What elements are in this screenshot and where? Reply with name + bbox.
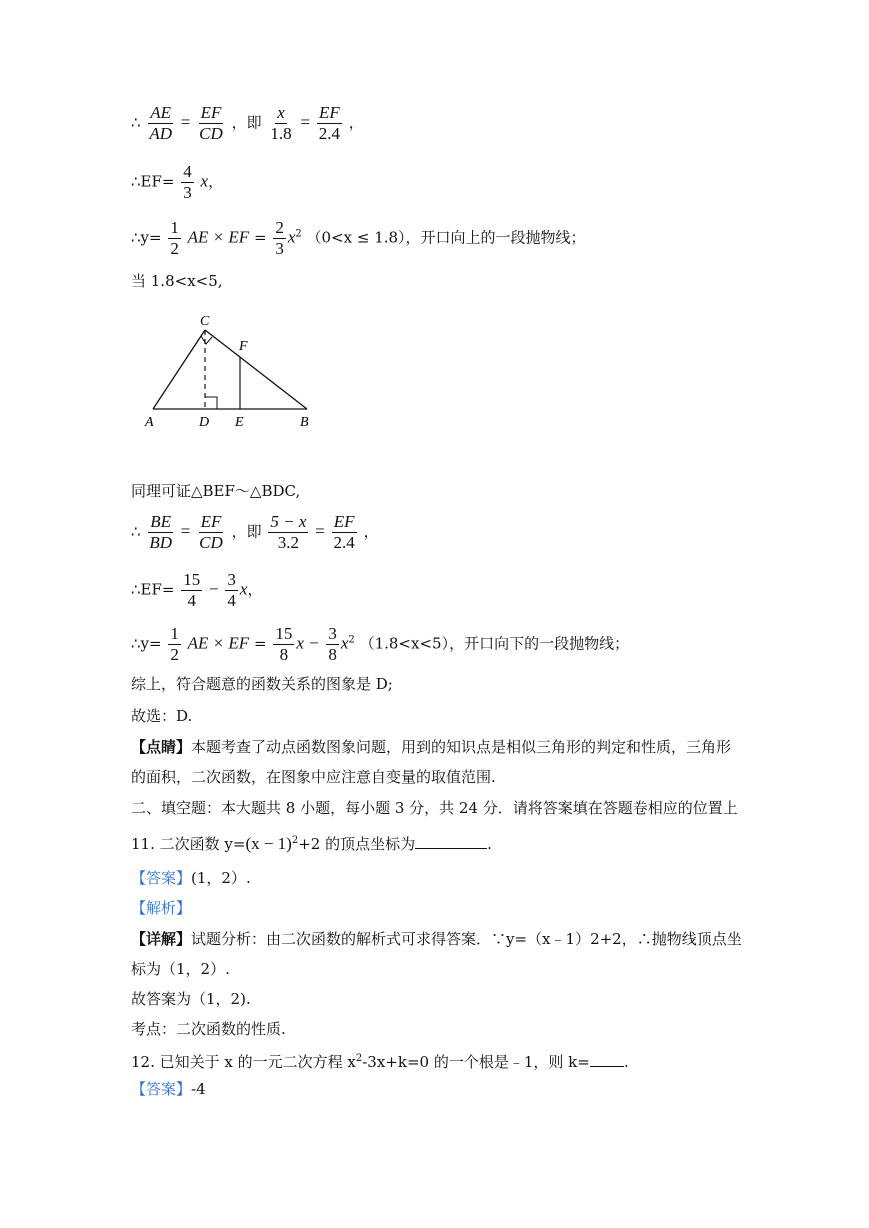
fraction-15-8: $\frac{15}{8}$ bbox=[275, 624, 293, 664]
fraction-1-2: $\frac{1}{2}$ bbox=[170, 218, 179, 258]
fraction-ef-2-4-b: $\frac{EF}{2.4}$ bbox=[333, 512, 355, 552]
fraction-2-3: $\frac{2}{3}$ bbox=[275, 218, 284, 258]
question-11: 11. 二次函数 $y=(x - 1)^2+2$ 的顶点坐标为 . bbox=[131, 834, 492, 853]
proof-line-7: ∴EF= $\frac{15}{4}$ − $\frac{3}{4}$ x， bbox=[131, 570, 263, 610]
fraction-ef-cd: $\frac{EF}{CD}$ bbox=[199, 103, 223, 143]
label-b: B bbox=[300, 415, 309, 430]
label-f: F bbox=[239, 339, 248, 354]
detail-line-4: 考点：二次函数的性质. bbox=[131, 1020, 286, 1038]
fraction-3-8: $\frac{3}{8}$ bbox=[328, 624, 337, 664]
fraction-x-1-8: $\frac{x}{1.8}$ bbox=[270, 103, 292, 143]
label-a: A bbox=[145, 415, 154, 430]
label-d: D bbox=[199, 415, 210, 430]
fraction-ef-cd-2: $\frac{EF}{CD}$ bbox=[199, 512, 223, 552]
fraction-15-4: $\frac{15}{4}$ bbox=[183, 570, 201, 610]
analysis-tag-line bbox=[131, 898, 191, 918]
answer-11: 【答案】(1，2）. bbox=[131, 869, 251, 887]
fraction-5-x-3-2: $\frac{5 - x}{3.2}$ bbox=[270, 512, 307, 552]
label-e: E bbox=[235, 415, 244, 430]
comment-line-1: 【点睛】本题考查了动点函数图象问题，用到的知识点是相似三角形的判定和性质，三角形 bbox=[131, 738, 732, 756]
question-12: 12. 已知关于 x 的一元二次方程 $x^2-3x+k=0$ 的一个根是﹣1，则 k= . bbox=[131, 1053, 629, 1071]
answer-tag: 【答案】 bbox=[131, 869, 192, 887]
detail-line-2: 标为（1，2）. bbox=[131, 960, 230, 978]
analysis-tag: 【解析】 bbox=[131, 899, 192, 917]
detail-line-3: 故答案为（1，2). bbox=[131, 990, 251, 1008]
proof-line-9: 综上，符合题意的函数关系的图象是 D; bbox=[131, 675, 393, 693]
answer-12: 【答案】-4 bbox=[131, 1080, 206, 1098]
answer-tag-12: 【答案】 bbox=[131, 1080, 192, 1098]
proof-line-3: ∴y= $\frac{1}{2}$ AE × EF = $\frac{2}{3}$ $x^2$ （0<x ≤ 1.8），开口向上的一段抛物线； bbox=[131, 218, 586, 258]
proof-line-6: ∴ $\frac{BE}{BD}$ = $\frac{EF}{CD}$ ，即 $\frac{5 - x}{3.2}$ = $\frac{EF}{2.4}$ ， bbox=[131, 512, 379, 552]
proof-line-8: ∴y= $\frac{1}{2}$ AE × EF = $\frac{15}{8}$ x − $\frac{3}{8}$ $x^2$ （1.8<x<5），开口向下的一段抛物线； bbox=[131, 624, 630, 664]
side-cb bbox=[205, 330, 307, 409]
fraction-4-3: $\frac{4}{3}$ bbox=[183, 162, 192, 202]
comment-line-2: 的面积，二次函数，在图象中应注意自变量的取值范围. bbox=[131, 768, 496, 786]
answer-blank[interactable] bbox=[415, 834, 487, 849]
fraction-ef-2-4: $\frac{EF}{2.4}$ bbox=[318, 103, 341, 143]
right-angle-mark-c bbox=[201, 336, 212, 344]
proof-line-10: 故选：D. bbox=[131, 707, 193, 725]
triangle-figure bbox=[140, 308, 340, 438]
fraction-3-4: $\frac{3}{4}$ bbox=[227, 570, 236, 610]
section-heading: 二、填空题：本大题共 8 小题，每小题 3 分，共 24 分．请将答案填在答题卷相应的位置上 bbox=[131, 799, 738, 817]
label-c: C bbox=[200, 314, 210, 329]
fraction-1-2-b: $\frac{1}{2}$ bbox=[170, 624, 179, 664]
fraction-be-bd: $\frac{BE}{BD}$ bbox=[149, 512, 172, 552]
proof-line-2: ∴EF= $\frac{4}{3}$ x， bbox=[131, 162, 224, 202]
answer-blank-12[interactable] bbox=[590, 1052, 624, 1067]
right-angle-mark-d bbox=[205, 397, 217, 409]
proof-line-4: 当 1.8<x<5, bbox=[131, 272, 223, 290]
detail-line-1: 【详解】试题分析：由二次函数的解析式可求得答案．∵y=（x﹣1）2+2，∴抛物线顶点坐 bbox=[131, 930, 742, 948]
side-ac bbox=[153, 330, 205, 409]
proof-line-1: ∴ $\frac{AE}{AD}$ = $\frac{EF}{CD}$ ，即 $\frac{x}{1.8}$ = $\frac{EF}{2.4}$ ， bbox=[131, 103, 364, 143]
therefore-symbol: ∴ bbox=[131, 113, 141, 132]
proof-line-5: 同理可证△BEF～△BDC, bbox=[131, 482, 301, 500]
fraction-ae-ad: $\frac{AE}{AD}$ bbox=[149, 103, 172, 143]
